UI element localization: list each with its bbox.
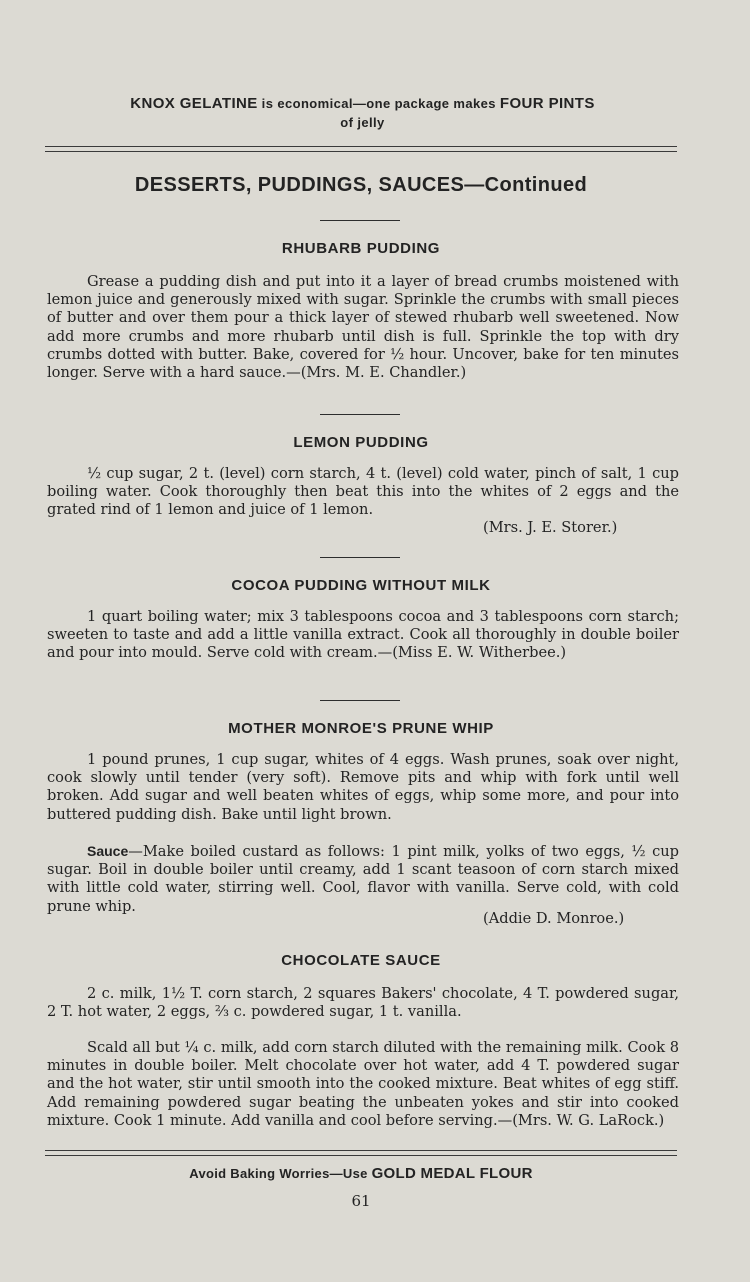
recipe-title-lemon-pudding: LEMON PUDDING	[293, 434, 429, 451]
header-line2: of jelly	[340, 115, 385, 130]
recipe-body-rhubarb-pudding: Grease a pudding dish and put into it a layer of bread crumbs moistened with lemon juice and generously mixed with sugar. Sprinkle the crumbs with small pieces of butter and over them pour a thick layer of stewed rhubarb well sweetened. Now add more crumbs and more rhubarb until dish is full. Sprinkle the top with dry crumbs dotted with butter. Bake, covered for ½ hour. Uncover, bake for ten minutes longer. Serve with a hard sauce.—(Mrs. M. E. Chandler.)	[47, 273, 679, 382]
recipe-method-chocolate-sauce: Scald all but ¼ c. milk, add corn starch diluted with the remaining milk. Cook 8 minutes in double boiler. Melt chocolate over hot water, add 4 T. powdered sugar and the hot water, stir until smooth into the cooked mixture. Beat whites of egg stiff. Add remaining powdered sugar beating the unbeaten yokes and stir into cooked mixture. Cook 1 minute. Add vanilla and cool before serving.—(Mrs. W. G. LaRock.)	[47, 1039, 679, 1129]
recipe-divider	[320, 414, 400, 415]
recipe-body-lemon-pudding: ½ cup sugar, 2 t. (level) corn starch, 4 t. (level) cold water, pinch of salt, 1 cup boiling water. Cook thoroughly then beat this into the whites of 2 eggs and the grated rind of 1 lemon and juice of 1 lemon.	[47, 465, 679, 519]
recipe-title-cocoa-pudding: COCOA PUDDING WITHOUT MILK	[231, 577, 491, 594]
footer-lead: Avoid Baking Worries—Use	[189, 1166, 372, 1181]
header-brand: KNOX GELATINE	[130, 95, 258, 112]
header-advertisement	[45, 94, 680, 132]
recipe-title-chocolate-sauce: CHOCOLATE SAUCE	[281, 952, 441, 969]
recipe-attribution-lemon-pudding: (Mrs. J. E. Storer.)	[483, 519, 618, 536]
footer-brand: GOLD MEDAL FLOUR	[371, 1165, 533, 1182]
recipe-body-cocoa-pudding: 1 quart boiling water; mix 3 tablespoons cocoa and 3 tablespoons corn starch; sweeten to taste and add a little vanilla extract. Cook all thoroughly in double boiler and pour into mould. Serve cold with cream.—(Miss E. W. Witherbee.)	[47, 608, 679, 662]
recipe-divider	[320, 220, 400, 221]
recipe-divider	[320, 557, 400, 558]
recipe-title-rhubarb-pudding: RHUBARB PUDDING	[281, 240, 441, 257]
footer-advertisement	[45, 1165, 677, 1182]
footer-divider	[45, 1150, 677, 1156]
recipe-sauce-prune-whip: Sauce—Make boiled custard as follows: 1 pint milk, yolks of two eggs, ½ cup sugar. Boil in double boiler until creamy, add 1 scant teasoon of corn starch mixed with little cold water, stirring well. Cool, flavor with vanilla. Serve cold, with cold prune whip.	[47, 843, 679, 915]
page-number: 61	[351, 1192, 371, 1210]
recipe-attribution-prune-whip: (Addie D. Monroe.)	[483, 910, 625, 927]
header-highlight: FOUR PINTS	[499, 95, 595, 112]
recipe-body-prune-whip: 1 pound prunes, 1 cup sugar, whites of 4 eggs. Wash prunes, soak over night, cook slowly until tender (very soft). Remove pits and whip with fork until well broken. Add sugar and well beaten whites of eggs, whip some more, and pour into buttered pudding dish. Bake until light brown.	[47, 751, 679, 823]
recipe-divider	[320, 700, 400, 701]
section-title: DESSERTS, PUDDINGS, SAUCES—Continued	[134, 174, 588, 196]
header-divider	[45, 146, 677, 152]
recipe-title-prune-whip: MOTHER MONROE'S PRUNE WHIP	[228, 720, 494, 737]
recipe-body-chocolate-sauce: 2 c. milk, 1½ T. corn starch, 2 squares Bakers' chocolate, 4 T. powdered sugar, 2 T. hot water, 2 eggs, ⅔ c. powdered sugar, 1 t. vanilla.	[47, 985, 679, 1021]
sauce-label: Sauce	[87, 843, 129, 859]
header-mid-text: is economical—one package makes	[257, 96, 500, 111]
